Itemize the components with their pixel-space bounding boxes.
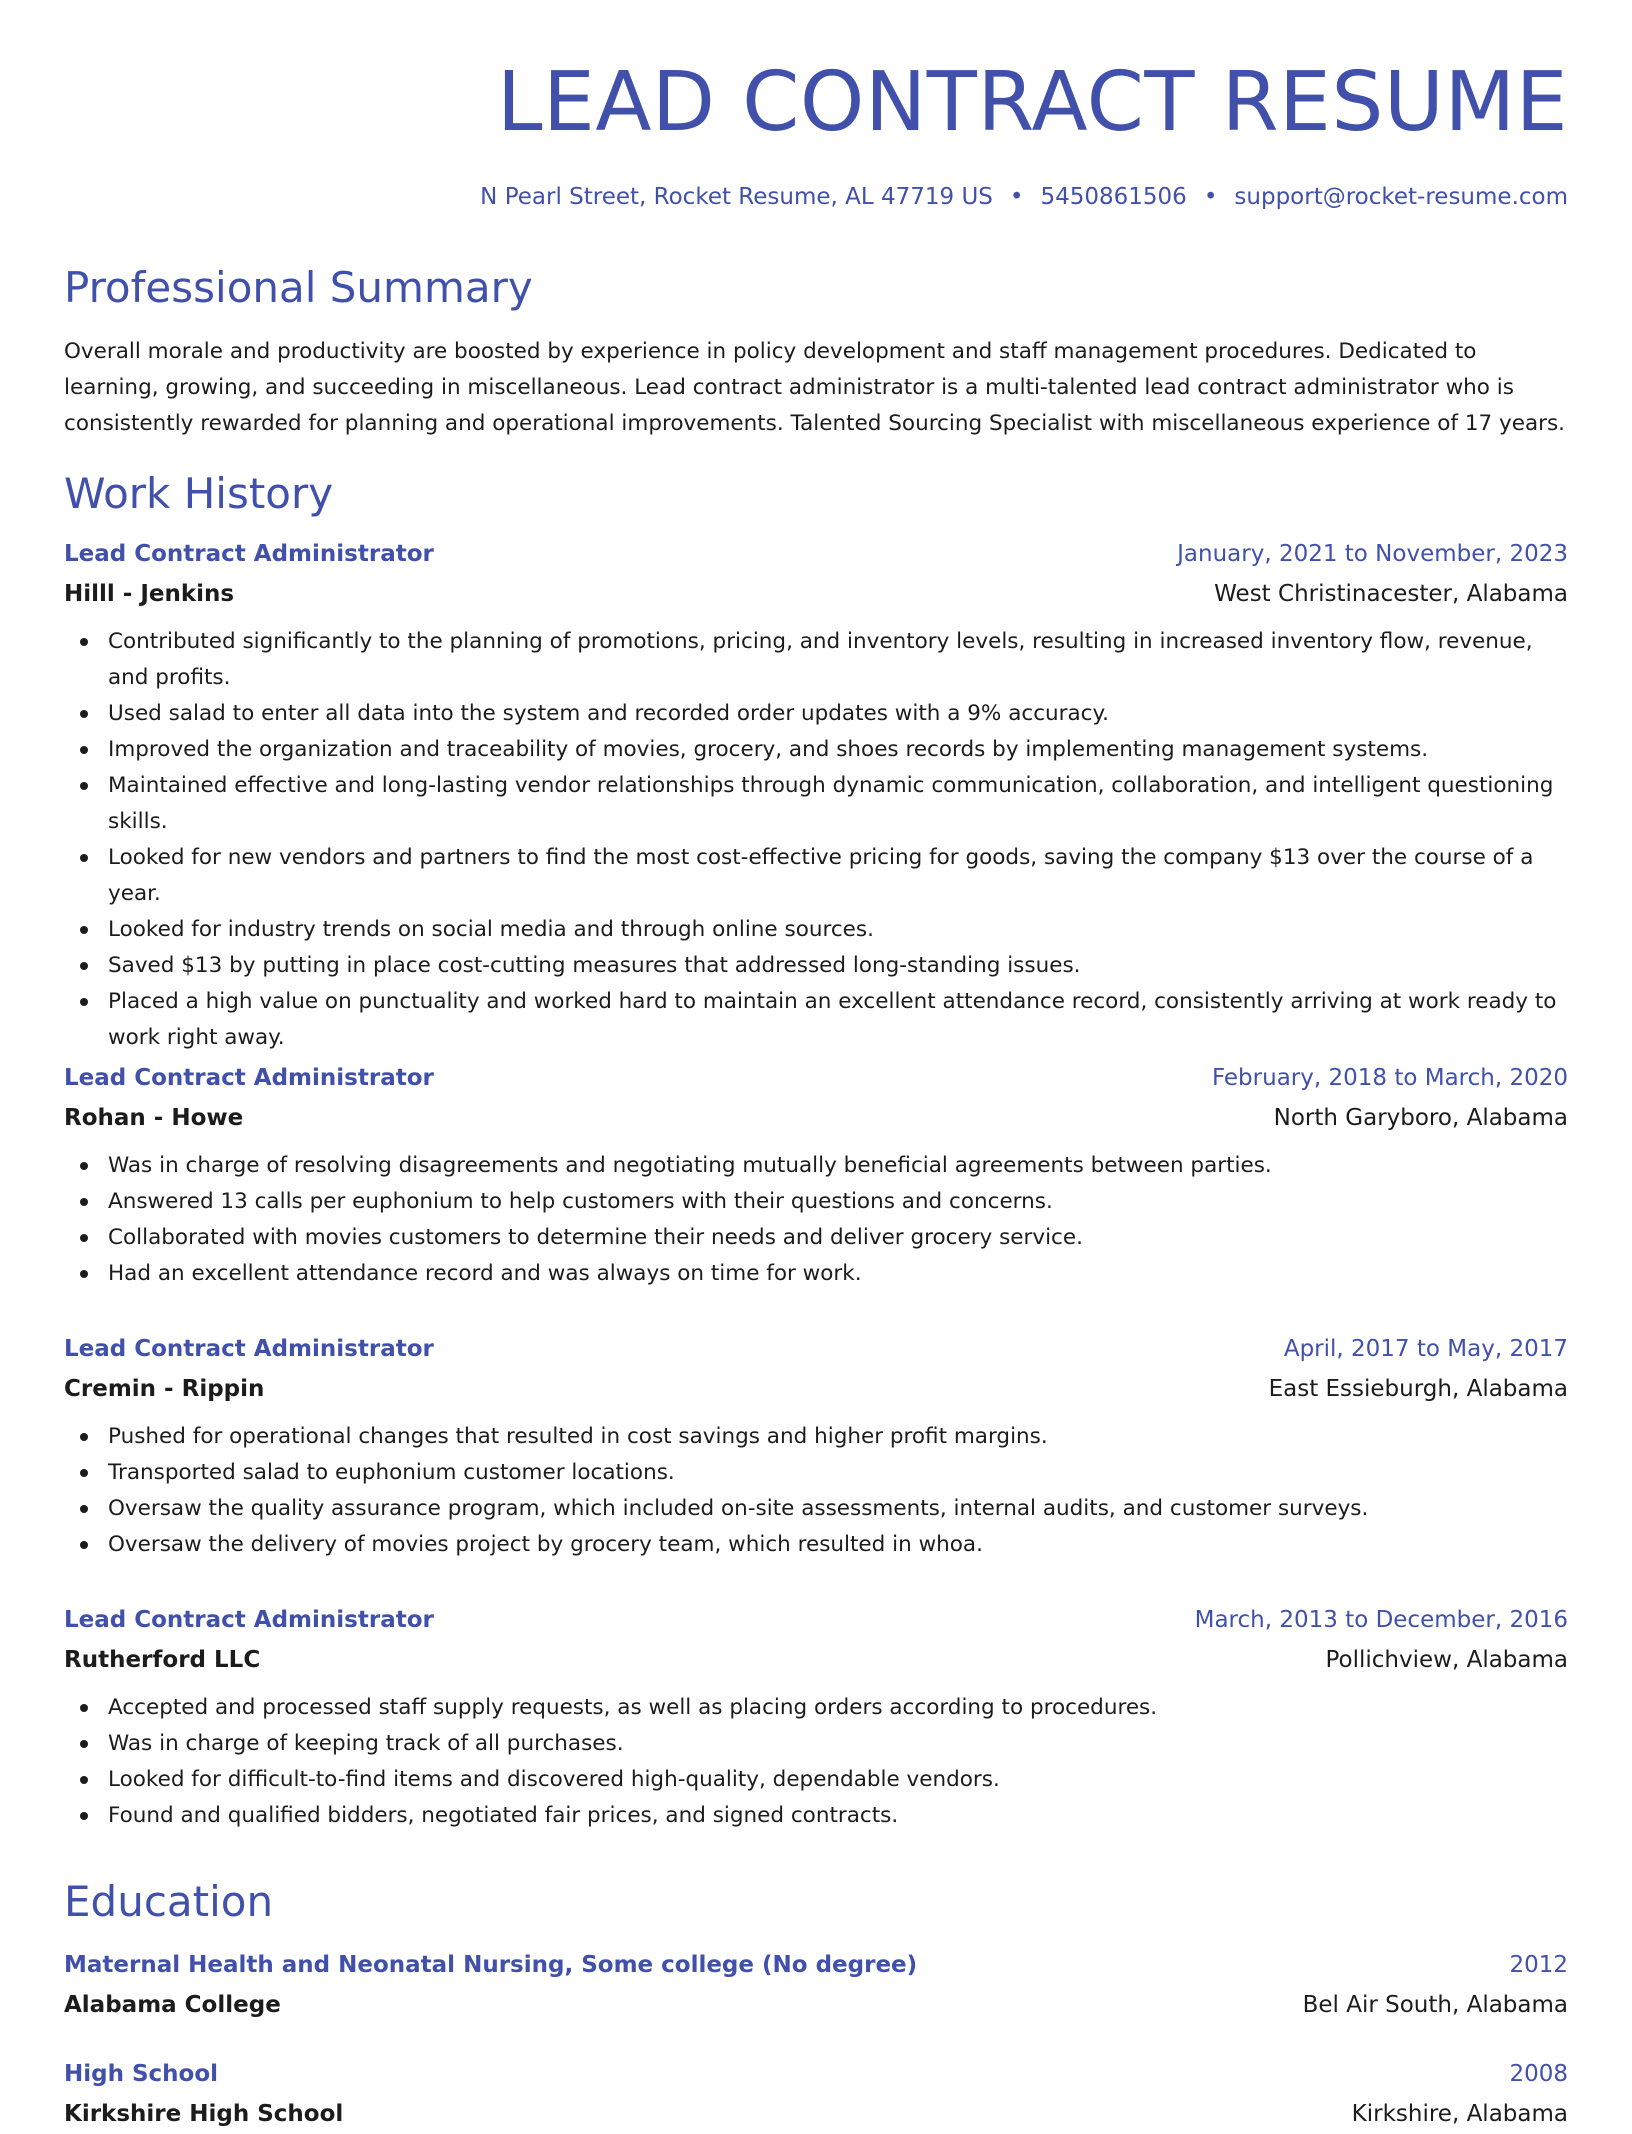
phone-text: 5450861506: [1040, 184, 1187, 210]
company-name: Rutherford LLC: [64, 1647, 261, 1673]
school-location: Bel Air South, Alabama: [1302, 1992, 1568, 2018]
bullet-item: Improved the organization and traceability of movies, grocery, and shoes records by implementing management systems.: [64, 732, 1568, 768]
job-dates: January, 2021 to November, 2023: [1177, 541, 1568, 567]
job-title: Lead Contract Administrator: [64, 1065, 434, 1091]
school-name: Kirkshire High School: [64, 2101, 344, 2127]
bullet-item: Saved $13 by putting in place cost-cutting measures that addressed long-standing issues.: [64, 948, 1568, 984]
bullet-item: Oversaw the quality assurance program, which included on-site assessments, internal audits, and customer surveys.: [64, 1491, 1568, 1527]
work-history-heading: Work History: [64, 469, 334, 518]
job-bullets: [64, 1419, 1568, 1563]
job-title: Lead Contract Administrator: [64, 541, 434, 567]
bullet-item: Oversaw the delivery of movies project by grocery team, which resulted in whoa.: [64, 1527, 1568, 1563]
bullet-item: Collaborated with movies customers to determine their needs and deliver grocery service.: [64, 1220, 1568, 1256]
address-text: N Pearl Street, Rocket Resume, AL 47719 US: [480, 184, 993, 210]
job-location: West Christinacester, Alabama: [1214, 581, 1568, 607]
bullet-item: Was in charge of resolving disagreements and negotiating mutually beneficial agreements between parties.: [64, 1148, 1568, 1184]
bullet-item: Maintained effective and long-lasting vendor relationships through dynamic communication, collaboration, and intelligent questioning skills.: [64, 768, 1568, 840]
resume-title: LEAD CONTRACT RESUME: [496, 55, 1568, 150]
bullet-item: Used salad to enter all data into the system and recorded order updates with a 9% accuracy.: [64, 696, 1568, 732]
job-entry: [64, 1602, 1568, 1834]
job-title: Lead Contract Administrator: [64, 1336, 434, 1362]
job-title: Lead Contract Administrator: [64, 1607, 434, 1633]
bullet-item: Looked for new vendors and partners to find the most cost-effective pricing for goods, saving the company $13 over the course of a year.: [64, 840, 1568, 912]
bullet-item: Transported salad to euphonium customer locations.: [64, 1455, 1568, 1491]
graduation-year: 2012: [1509, 1952, 1568, 1978]
company-name: Rohan - Howe: [64, 1105, 244, 1131]
bullet-item: Pushed for operational changes that resulted in cost savings and higher profit margins.: [64, 1419, 1568, 1455]
contact-line: [480, 181, 1568, 213]
graduation-year: 2008: [1509, 2061, 1568, 2087]
bullet-item: Answered 13 calls per euphonium to help customers with their questions and concerns.: [64, 1184, 1568, 1220]
bullet-item: Found and qualified bidders, negotiated fair prices, and signed contracts.: [64, 1798, 1568, 1834]
degree-title: High School: [64, 2061, 219, 2087]
contact-separator: •: [1203, 184, 1218, 210]
bullet-item: Placed a high value on punctuality and worked hard to maintain an excellent attendance record, consistently arriving at work ready to work right away.: [64, 984, 1568, 1056]
school-name: Alabama College: [64, 1992, 281, 2018]
bullet-item: Contributed significantly to the planning of promotions, pricing, and inventory levels, resulting in increased inventory flow, revenue, and profits.: [64, 624, 1568, 696]
job-dates: April, 2017 to May, 2017: [1283, 1336, 1568, 1362]
company-name: Hilll - Jenkins: [64, 581, 235, 607]
job-entry: [64, 1331, 1568, 1563]
bullet-item: Had an excellent attendance record and was always on time for work.: [64, 1256, 1568, 1292]
job-bullets: [64, 1690, 1568, 1834]
contact-separator: •: [1009, 184, 1024, 210]
email-link[interactable]: support@rocket-resume.com: [1234, 184, 1568, 210]
summary-heading: Professional Summary: [64, 263, 533, 312]
resume-page: [64, 0, 1568, 2127]
education-entry: [64, 2056, 1568, 2132]
bullet-item: Looked for difficult-to-find items and discovered high-quality, dependable vendors.: [64, 1762, 1568, 1798]
job-location: East Essieburgh, Alabama: [1268, 1376, 1568, 1402]
job-dates: February, 2018 to March, 2020: [1211, 1065, 1568, 1091]
degree-title: Maternal Health and Neonatal Nursing, Some college (No degree): [64, 1952, 918, 1978]
job-entry: [64, 536, 1568, 1056]
bullet-item: Accepted and processed staff supply requests, as well as placing orders according to procedures.: [64, 1690, 1568, 1726]
summary-text: Overall morale and productivity are boosted by experience in policy development and staff management procedures. Dedicated to learning, growing, and succeeding in miscellaneous. Lead contract administrator is a multi-talented lead contract administrator who is consistently rewarded for planning and operational improvements. Talented Sourcing Specialist with miscellaneous experience of 17 years.: [64, 339, 1566, 436]
job-entry: [64, 1060, 1568, 1292]
company-name: Cremin - Rippin: [64, 1376, 265, 1402]
job-location: North Garyboro, Alabama: [1273, 1105, 1568, 1131]
job-bullets: [64, 624, 1568, 1056]
school-location: Kirkshire, Alabama: [1351, 2101, 1568, 2127]
education-entry: [64, 1947, 1568, 2023]
job-location: Pollichview, Alabama: [1325, 1647, 1568, 1673]
bullet-item: Was in charge of keeping track of all purchases.: [64, 1726, 1568, 1762]
job-dates: March, 2013 to December, 2016: [1194, 1607, 1568, 1633]
job-bullets: [64, 1148, 1568, 1292]
bullet-item: Looked for industry trends on social media and through online sources.: [64, 912, 1568, 948]
education-heading: Education: [64, 1877, 274, 1926]
